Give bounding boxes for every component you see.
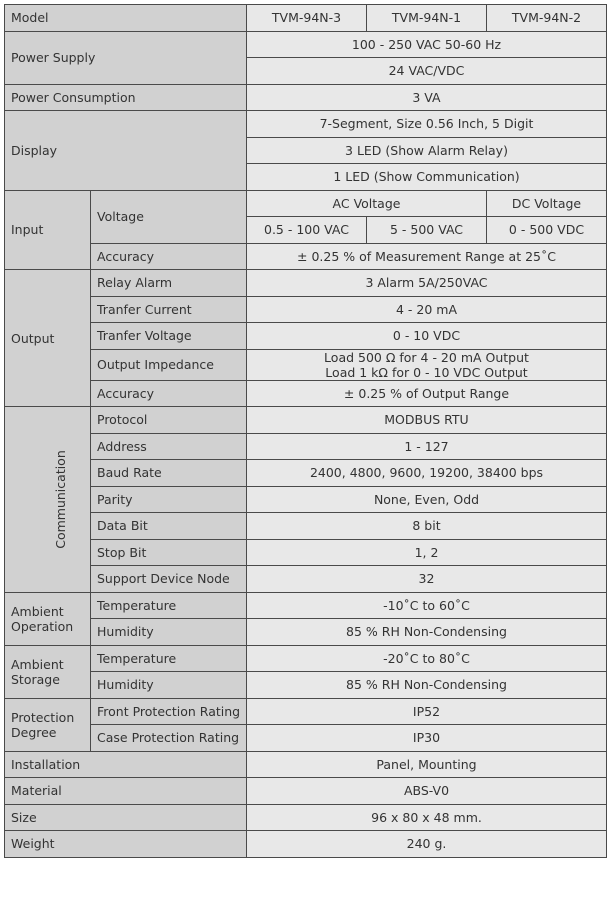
table-row-ambient-storage — [5, 645, 607, 672]
table-row-output — [5, 380, 607, 407]
table-row-output-impedance — [5, 349, 607, 380]
row-label: Material — [5, 778, 247, 805]
table-row-power-supply — [5, 31, 607, 58]
row-label: Stop Bit — [91, 539, 247, 566]
model-header: TVM-94N-3 — [247, 5, 367, 32]
row-label: Humidity — [91, 672, 247, 699]
row-value: ABS-V0 — [247, 778, 607, 805]
table-row-communication — [5, 486, 607, 513]
communication-label: Communication — [52, 449, 68, 549]
row-value: ± 0.25 % of Output Range — [247, 380, 607, 407]
row-label: Voltage — [91, 190, 247, 243]
table-row-ambient-operation — [5, 619, 607, 646]
row-value: Panel, Mounting — [247, 751, 607, 778]
row-value: IP30 — [247, 725, 607, 752]
group-label-line: Operation — [11, 618, 74, 634]
row-value: 1 LED (Show Communication) — [247, 164, 607, 191]
row-value: -20˚C to 80˚C — [247, 645, 607, 672]
row-value: 3 VA — [247, 84, 607, 111]
row-label: Power Consumption — [5, 84, 247, 111]
row-value: 3 Alarm 5A/250VAC — [247, 270, 607, 297]
group-label: Input — [5, 190, 91, 270]
table-row-output — [5, 296, 607, 323]
group-label — [5, 592, 91, 645]
row-label: Accuracy — [91, 380, 247, 407]
impedance-line-2: Load 1 kΩ for 0 - 10 VDC Output — [325, 364, 528, 380]
row-label: Model — [5, 5, 247, 32]
row-value: 100 - 250 VAC 50-60 Hz — [247, 31, 607, 58]
ac-voltage-header: AC Voltage — [247, 190, 487, 217]
row-value: MODBUS RTU — [247, 407, 607, 434]
table-row-weight — [5, 831, 607, 858]
table-row-ambient-storage — [5, 672, 607, 699]
row-value: 3 LED (Show Alarm Relay) — [247, 137, 607, 164]
table-row-protection — [5, 725, 607, 752]
impedance-line-1: Load 500 Ω for 4 - 20 mA Output — [324, 349, 529, 365]
row-label: Support Device Node — [91, 566, 247, 593]
table-row-output — [5, 323, 607, 350]
row-value: 0 - 10 VDC — [247, 323, 607, 350]
group-label — [5, 645, 91, 698]
row-value: 240 g. — [247, 831, 607, 858]
row-label: Baud Rate — [91, 460, 247, 487]
row-label: Output Impedance — [91, 349, 247, 380]
row-value: ± 0.25 % of Measurement Range at 25˚C — [247, 243, 607, 270]
row-label: Tranfer Current — [91, 296, 247, 323]
row-value: None, Even, Odd — [247, 486, 607, 513]
row-value: 85 % RH Non-Condensing — [247, 619, 607, 646]
row-value: 7-Segment, Size 0.56 Inch, 5 Digit — [247, 111, 607, 138]
row-value: 96 x 80 x 48 mm. — [247, 804, 607, 831]
row-label: Tranfer Voltage — [91, 323, 247, 350]
group-label-line: Degree — [11, 724, 57, 740]
table-row-material — [5, 778, 607, 805]
table-row-communication — [5, 460, 607, 487]
row-label: Power Supply — [5, 31, 247, 84]
group-label — [5, 698, 91, 751]
table-row-communication — [5, 407, 607, 434]
table-row-ambient-operation — [5, 592, 607, 619]
row-label: Front Protection Rating — [91, 698, 247, 725]
row-label: Size — [5, 804, 247, 831]
row-value: 1, 2 — [247, 539, 607, 566]
row-value: 4 - 20 mA — [247, 296, 607, 323]
table-row-communication — [5, 566, 607, 593]
row-value: 2400, 4800, 9600, 19200, 38400 bps — [247, 460, 607, 487]
row-label: Parity — [91, 486, 247, 513]
group-label — [5, 407, 91, 593]
group-label: Output — [5, 270, 91, 407]
table-row-communication — [5, 433, 607, 460]
row-value: 32 — [247, 566, 607, 593]
row-label: Data Bit — [91, 513, 247, 540]
table-row-output — [5, 270, 607, 297]
table-row-protection — [5, 698, 607, 725]
range-value: 0 - 500 VDC — [487, 217, 607, 244]
row-label: Display — [5, 111, 247, 191]
group-label-line: Ambient — [11, 656, 64, 672]
range-value: 5 - 500 VAC — [367, 217, 487, 244]
row-label: Case Protection Rating — [91, 725, 247, 752]
row-label: Temperature — [91, 592, 247, 619]
group-label-line: Storage — [11, 671, 60, 687]
table-row-input-accuracy — [5, 243, 607, 270]
row-value: -10˚C to 60˚C — [247, 592, 607, 619]
range-value: 0.5 - 100 VAC — [247, 217, 367, 244]
table-row-communication — [5, 539, 607, 566]
dc-voltage-header: DC Voltage — [487, 190, 607, 217]
table-row-power-consumption — [5, 84, 607, 111]
table-row-installation — [5, 751, 607, 778]
row-label: Relay Alarm — [91, 270, 247, 297]
row-value — [247, 349, 607, 380]
row-label: Temperature — [91, 645, 247, 672]
row-label: Accuracy — [91, 243, 247, 270]
row-label: Weight — [5, 831, 247, 858]
table-row-communication — [5, 513, 607, 540]
model-header: TVM-94N-2 — [487, 5, 607, 32]
group-label-line: Ambient — [11, 603, 64, 619]
table-row-display — [5, 111, 607, 138]
row-value: 8 bit — [247, 513, 607, 540]
row-label: Protocol — [91, 407, 247, 434]
model-header: TVM-94N-1 — [367, 5, 487, 32]
row-value: 1 - 127 — [247, 433, 607, 460]
group-label-line: Protection — [11, 709, 75, 725]
row-label: Humidity — [91, 619, 247, 646]
table-row-size — [5, 804, 607, 831]
table-row-input-voltage — [5, 190, 607, 217]
row-label: Address — [91, 433, 247, 460]
row-value: 85 % RH Non-Condensing — [247, 672, 607, 699]
row-value: IP52 — [247, 698, 607, 725]
table-row-model — [5, 5, 607, 32]
row-label: Installation — [5, 751, 247, 778]
row-value: 24 VAC/VDC — [247, 58, 607, 85]
spec-table — [4, 4, 607, 858]
